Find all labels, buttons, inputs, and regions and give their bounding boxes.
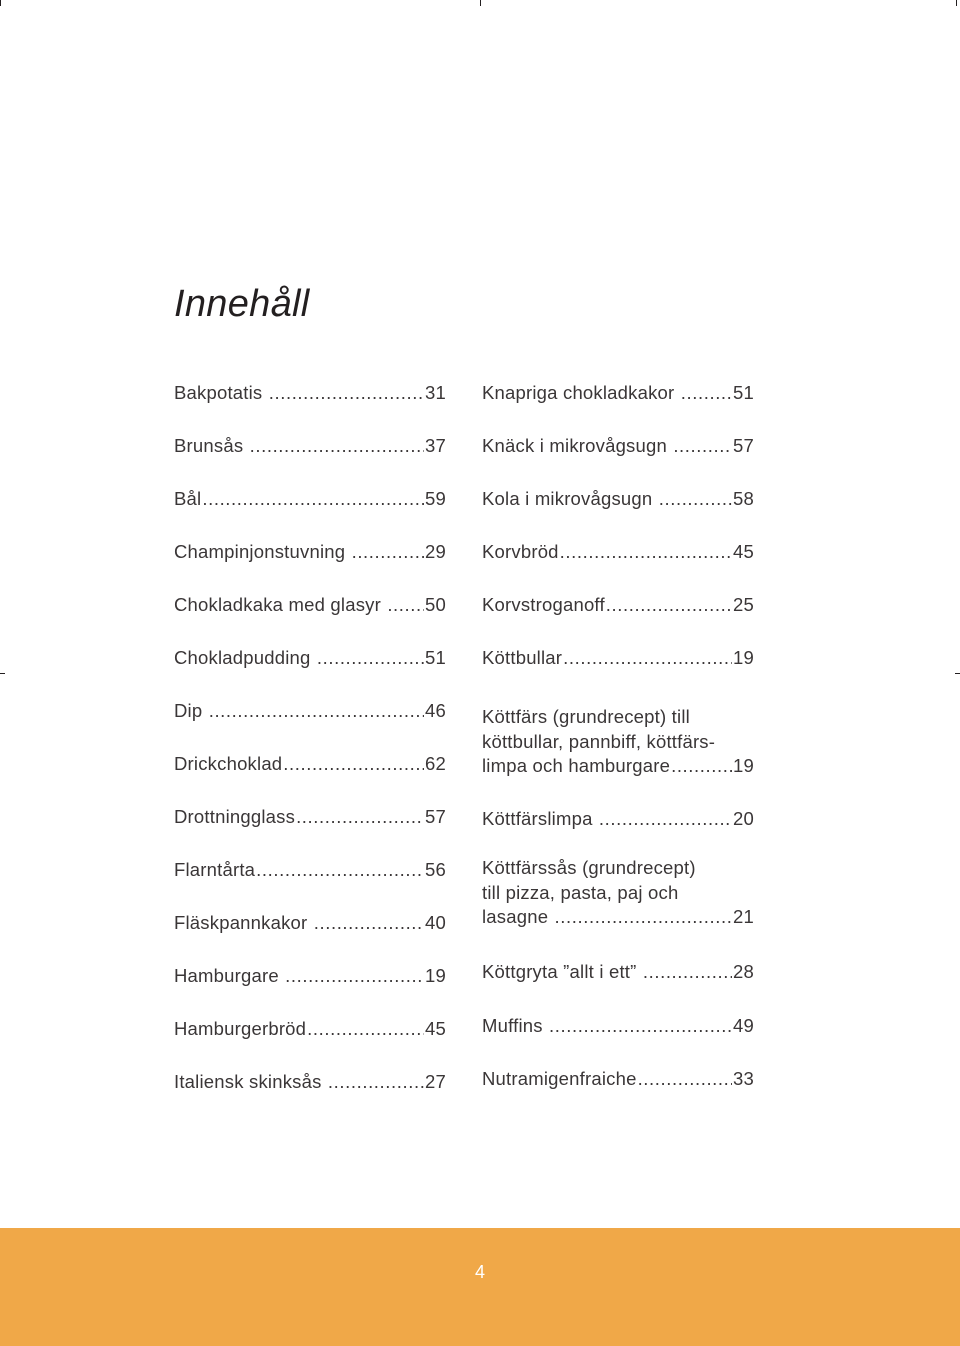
toc-entry (174, 646, 446, 671)
toc-entry-title: Drottningglass (174, 806, 296, 827)
dot-leader (659, 487, 732, 512)
crop-mark (956, 0, 957, 6)
toc-entry (174, 858, 446, 883)
toc-page-number: 51 (425, 647, 446, 668)
crop-mark (955, 673, 960, 674)
toc-entry-final-line (174, 381, 446, 406)
dot-leader (560, 540, 732, 565)
toc-page-number: 62 (425, 753, 446, 774)
toc-entry-final-line (174, 434, 446, 459)
toc-page-number: 19 (733, 755, 754, 776)
toc-entry-final-line (482, 754, 754, 779)
dot-leader (328, 1070, 424, 1095)
dot-leader (549, 1014, 732, 1039)
toc-entry (482, 540, 754, 565)
toc-entry-title: Bål (174, 488, 202, 509)
toc-entry-title: Dip (174, 700, 208, 721)
toc-page-number: 59 (425, 488, 446, 509)
toc-entry-final-line (482, 960, 754, 985)
toc-entry (174, 1070, 446, 1095)
toc-page-number: 21 (733, 906, 754, 927)
toc-entry-title: limpa och hamburgare (482, 755, 671, 776)
dot-leader (606, 593, 732, 618)
toc-page-number: 45 (733, 541, 754, 562)
toc-entry-title: Korvbröd (482, 541, 559, 562)
dot-leader (563, 646, 732, 671)
toc-entry-final-line (482, 487, 754, 512)
toc-entry-title: Kola i mikrovågsugn (482, 488, 658, 509)
page-number: 4 (474, 1262, 485, 1282)
toc-entry (174, 593, 446, 618)
toc-entry-title: Knapriga chokladkakor (482, 382, 680, 403)
toc-entry-title: Köttfärslimpa (482, 808, 598, 829)
toc-entry-title: Knäck i mikrovågsugn (482, 435, 673, 456)
toc-page-number: 20 (733, 808, 754, 829)
dot-leader (269, 381, 424, 406)
toc-entry-title: Italiensk skinksås (174, 1071, 327, 1092)
toc-entry (174, 381, 446, 406)
toc-entry-text-line: till pizza, pasta, paj och (482, 881, 679, 903)
toc-page-number: 19 (733, 647, 754, 668)
toc-entry (482, 381, 754, 406)
toc-entry-final-line (174, 858, 446, 883)
toc-entry (482, 487, 754, 512)
toc-entry-final-line (482, 593, 754, 618)
toc-entry-title: Champinjonstuvning (174, 541, 351, 562)
dot-leader (673, 434, 732, 459)
dot-leader (296, 805, 424, 830)
toc-entry-final-line (482, 1067, 754, 1092)
toc-entry-final-line (174, 487, 446, 512)
toc-entry-text-line: Köttfärssås (grundrecept) (482, 857, 696, 878)
toc-entry-final-line (174, 1017, 446, 1042)
toc-entry-text-line: köttbullar, pannbiff, köttfärs- (482, 730, 716, 752)
dot-leader (555, 905, 732, 930)
dot-leader (307, 1017, 424, 1042)
toc-page-number: 45 (425, 1018, 446, 1039)
footer-band (0, 1228, 960, 1346)
toc-page-number: 19 (425, 965, 446, 986)
toc-entry (174, 964, 446, 989)
toc-entry (482, 960, 754, 985)
dot-leader (671, 754, 732, 779)
toc-entry (174, 752, 446, 777)
dot-leader (317, 646, 424, 671)
page-title: Innehåll (174, 283, 310, 326)
toc-page-number: 57 (733, 435, 754, 456)
toc-entry-final-line (482, 434, 754, 459)
toc-entry-title: Bakpotatis (174, 382, 268, 403)
toc-entry-final-line (482, 646, 754, 671)
dot-leader (314, 911, 424, 936)
toc-entry-final-line (174, 699, 446, 724)
dot-leader (285, 964, 424, 989)
toc-entry-final-line (482, 905, 754, 930)
toc-entry-title: Chokladkaka med glasyr (174, 594, 387, 615)
toc-entry (482, 1014, 754, 1039)
dot-leader (202, 487, 424, 512)
toc-entry (482, 434, 754, 459)
toc-entry-final-line (174, 540, 446, 565)
toc-entry-title: Korvstroganoff (482, 594, 605, 615)
crop-mark (0, 0, 1, 6)
toc-page-number: 51 (733, 382, 754, 403)
toc-entry (482, 705, 754, 779)
toc-page-number: 58 (733, 488, 754, 509)
toc-entry-final-line (174, 593, 446, 618)
toc-entry-title: Flarntårta (174, 859, 256, 880)
toc-entry-title: Drickchoklad (174, 753, 283, 774)
toc-entry-final-line (174, 752, 446, 777)
toc-page-number: 37 (425, 435, 446, 456)
toc-page-number: 25 (733, 594, 754, 615)
toc-page-number: 27 (425, 1071, 446, 1092)
toc-entry (482, 856, 754, 930)
crop-mark (0, 673, 5, 674)
toc-entry (174, 434, 446, 459)
crop-mark (480, 0, 481, 6)
toc-entry-title: Nutramigenfraiche (482, 1068, 637, 1089)
dot-leader (209, 699, 424, 724)
toc-entry-final-line (482, 1014, 754, 1039)
dot-leader (250, 434, 424, 459)
toc-entry (482, 593, 754, 618)
toc-page-number: 29 (425, 541, 446, 562)
toc-entry (174, 1017, 446, 1042)
toc-entry (482, 807, 754, 832)
toc-page-number: 31 (425, 382, 446, 403)
toc-entry-title: Hamburgare (174, 965, 285, 986)
toc-entry-final-line (174, 805, 446, 830)
toc-entry-title: Köttbullar (482, 647, 563, 668)
toc-page-number: 40 (425, 912, 446, 933)
toc-entry (482, 1067, 754, 1092)
toc-entry-title: Chokladpudding (174, 647, 316, 668)
toc-entry-final-line (482, 807, 754, 832)
toc-entry-final-line (174, 646, 446, 671)
toc-page-number: 57 (425, 806, 446, 827)
toc-entry-title: Fläskpannkakor (174, 912, 313, 933)
toc-entry (174, 805, 446, 830)
toc-page-number: 46 (425, 700, 446, 721)
toc-entry-title: lasagne (482, 906, 554, 927)
toc-entry-title: Köttgryta ”allt i ett” (482, 961, 642, 982)
toc-entry (482, 646, 754, 671)
toc-entry-final-line (482, 540, 754, 565)
toc-page-number: 33 (733, 1068, 754, 1089)
toc-entry (174, 699, 446, 724)
dot-leader (256, 858, 424, 883)
dot-leader (599, 807, 732, 832)
toc-entry-title: Muffins (482, 1015, 549, 1036)
toc-entry (174, 911, 446, 936)
toc-entry (174, 540, 446, 565)
toc-entry (174, 487, 446, 512)
toc-page-number: 28 (733, 961, 754, 982)
dot-leader (681, 381, 732, 406)
toc-entry-final-line (482, 381, 754, 406)
toc-entry-final-line (174, 964, 446, 989)
dot-leader (643, 960, 732, 985)
dot-leader (387, 593, 424, 618)
toc-entry-final-line (174, 911, 446, 936)
toc-page-number: 49 (733, 1015, 754, 1036)
toc-page-number: 50 (425, 594, 446, 615)
toc-entry-text-line: Köttfärs (grundrecept) till (482, 706, 690, 727)
toc-entry-final-line (174, 1070, 446, 1095)
dot-leader (638, 1067, 732, 1092)
toc-page-number: 56 (425, 859, 446, 880)
toc-entry-title: Brunsås (174, 435, 249, 456)
dot-leader (283, 752, 424, 777)
dot-leader (352, 540, 424, 565)
toc-entry-title: Hamburgerbröd (174, 1018, 307, 1039)
